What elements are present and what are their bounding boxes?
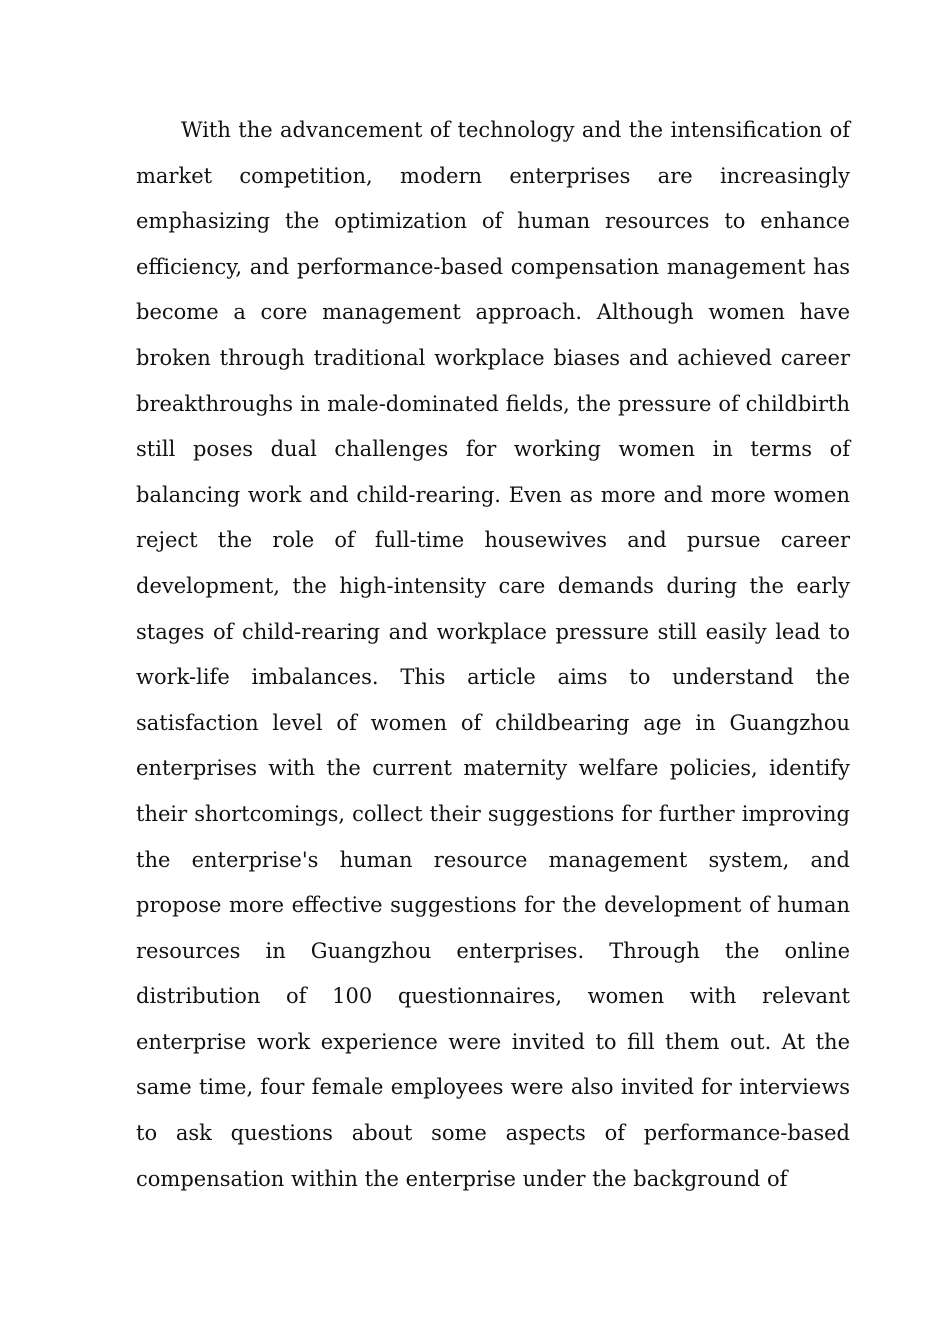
body-paragraph: With the advancement of technology and the intensification of market competition, modern enterprises are increasingly emphasizing the optimization of human resources to enhance efficiency, and performance-based compensation management has become a core management approach. Although women have broken through traditional workplace biases and achieved career breakthroughs in male-dominated fields, the pressure of childbirth still poses dual challenges for working women in terms of balancing work and child-rearing. Even as more and more women reject the role of full-time housewives and pursue career development, the high-intensity care demands during the early stages of child-rearing and workplace pressure still easily lead to work-life imbalances. This article aims to understand the satisfaction level of women of childbearing age in Guangzhou enterprises with the current maternity welfare policies, identify their shortcomings, collect their suggestions for further improving the enterprise's human resource management system, and propose more effective suggestions for the development of human resources in Guangzhou enterprises. Through the online distribution of 100 questionnaires, women with relevant enterprise work experience were invited to fill them out. At the same time, four female employees were also invited for interviews to ask questions about some aspects of performance-based compensation within the enterprise under the background of <box>136 118 850 1191</box>
